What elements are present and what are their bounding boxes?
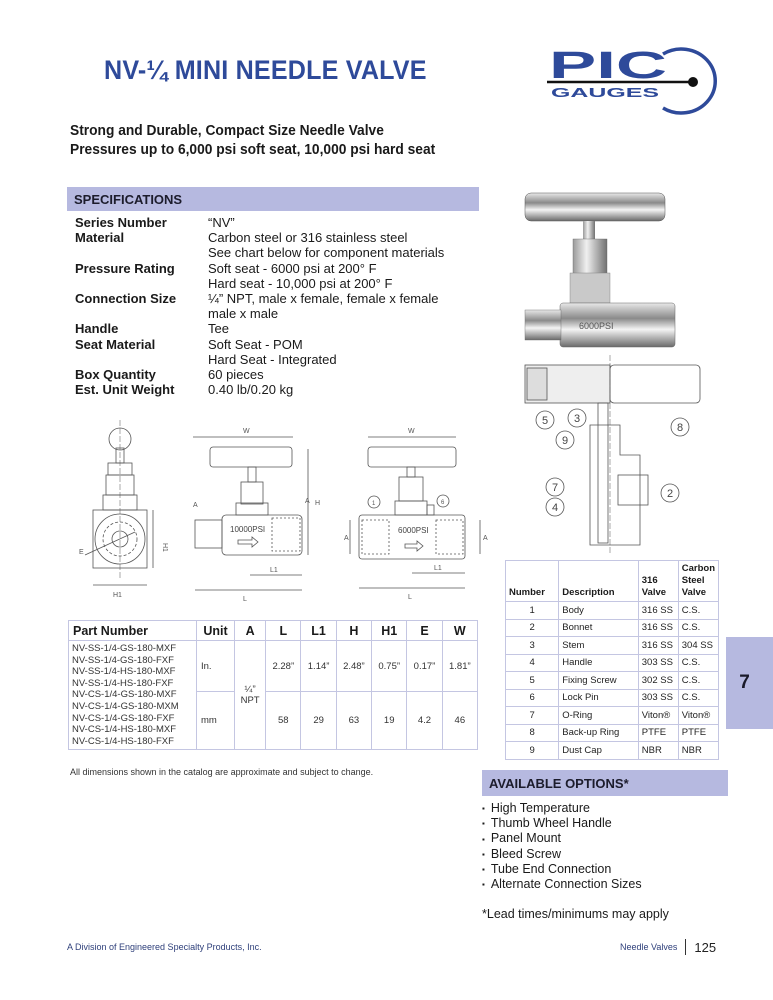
material-cell-cs: PTFE [678, 724, 718, 742]
material-cell-desc: Fixing Screw [559, 672, 639, 690]
spec-value [208, 291, 488, 321]
materials-table [505, 560, 719, 760]
dim-cell: 2.28” [266, 641, 301, 692]
spec-value [208, 215, 488, 230]
dim-label-a-1: A [193, 502, 198, 509]
option-item: ▪ Panel Mount [482, 831, 642, 846]
end-view-drawing [85, 420, 153, 585]
dim-cell: 63 [336, 692, 371, 750]
material-cell-num: 5 [506, 672, 559, 690]
spec-value [208, 337, 488, 367]
photo-handle [525, 193, 665, 221]
lead-time-footnote: *Lead times/minimums may apply [482, 907, 669, 921]
material-row [506, 654, 719, 672]
dim-label-w-1: W [243, 428, 250, 435]
column-header: H1 [372, 621, 407, 641]
material-cell-ss: Viton® [638, 707, 678, 725]
spec-value-line: Soft seat - 6000 psi at 200° F [208, 260, 377, 276]
material-cell-desc: Dust Cap [559, 742, 639, 760]
specifications-list [75, 215, 488, 397]
spec-value-line: “NV” [208, 215, 235, 230]
spec-row [75, 230, 488, 260]
callout-number: 7 [551, 482, 559, 494]
spec-value-line: See chart below for component materials [208, 245, 445, 261]
a-cell [235, 641, 266, 750]
subtitle-line-2: Pressures up to 6,000 psi soft seat, 10,000 psi hard seat [70, 142, 436, 158]
dim-cell: 46 [442, 692, 477, 750]
dimension-drawings [65, 415, 495, 610]
footer-company: A Division of Engineered Specialty Products, Inc. [67, 942, 262, 952]
column-header: Unit [197, 621, 235, 641]
dim-cell: 0.75” [372, 641, 407, 692]
material-row [506, 637, 719, 655]
material-cell-cs: NBR [678, 742, 718, 760]
column-header: A [235, 621, 266, 641]
dim-label-h1-side: H1 [161, 543, 168, 552]
material-row [506, 707, 719, 725]
column-header: H [336, 621, 371, 641]
material-cell-num: 6 [506, 689, 559, 707]
stamp-6000psi: 6000PSI [398, 526, 429, 535]
dim-label-l1-2: L1 [434, 565, 442, 572]
spec-label: Seat Material [75, 336, 156, 352]
dim-cell: 29 [301, 692, 336, 750]
part-number: NV-SS-1/4-HS-180-MXF [72, 666, 176, 678]
column-header: 316 Valve [638, 561, 678, 602]
callout-number: 8 [676, 422, 684, 434]
dim-cell: 19 [372, 692, 407, 750]
material-cell-num: 1 [506, 602, 559, 620]
dim-cell: 1.81” [442, 641, 477, 692]
spec-value-line: male x male [208, 306, 279, 322]
material-row [506, 602, 719, 620]
material-cell-num: 4 [506, 654, 559, 672]
spec-label: Est. Unit Weight [75, 382, 175, 398]
spec-value [208, 367, 488, 382]
stamp-10000psi: 10000PSI [230, 525, 266, 534]
part-number: NV-SS-1/4-GS-180-MXF [72, 643, 176, 654]
dim-label-l-1: L [243, 596, 247, 603]
spec-value-line: 0.40 lb/0.20 kg [208, 382, 294, 398]
photo-stamp: 6000PSI [579, 321, 614, 331]
material-cell-num: 3 [506, 637, 559, 655]
parts-dimension-table [68, 620, 478, 750]
material-cell-desc: Body [559, 602, 639, 620]
material-cell-desc: Stem [559, 637, 639, 655]
material-cell-cs: 304 SS [678, 637, 718, 655]
sectional-drawing [510, 355, 710, 555]
option-item: ▪ High Temperature [482, 801, 642, 816]
spec-value [208, 321, 488, 336]
unit-cell: In. [197, 641, 235, 692]
material-cell-cs: C.S. [678, 689, 718, 707]
column-header: Description [559, 561, 639, 602]
callout-1: 1 [372, 501, 376, 507]
page-title: NV-¼ MINI NEEDLE VALVE [104, 55, 427, 85]
part-number: NV-CS-1/4-HS-180-MXF [72, 724, 176, 736]
material-cell-desc: Lock Pin [559, 689, 639, 707]
option-item: ▪ Bleed Screw [482, 847, 642, 862]
dim-cell: 0.17” [407, 641, 442, 692]
spec-row [75, 367, 488, 382]
spec-value-line: Hard Seat - Integrated [208, 351, 337, 367]
spec-value-line: Soft Seat - POM [208, 336, 303, 352]
dim-cell: 1.14” [301, 641, 336, 692]
option-item: ▪ Thumb Wheel Handle [482, 816, 642, 831]
material-cell-desc: O-Ring [559, 707, 639, 725]
callout-number: 5 [541, 415, 549, 427]
material-cell-cs: Viton® [678, 707, 718, 725]
option-item: ▪ Tube End Connection [482, 862, 642, 877]
dim-cell: 2.48” [336, 641, 371, 692]
spec-label: Material [75, 230, 125, 246]
subtitle-line-1: Strong and Durable, Compact Size Needle Valve [70, 123, 384, 139]
spec-label: Box Quantity [75, 367, 156, 383]
column-header: Carbon Steel Valve [678, 561, 718, 602]
spec-value-line: ¼” NPT, male x female, female x female [208, 291, 439, 307]
options-list [482, 801, 642, 892]
callout-number: 9 [561, 435, 569, 447]
material-cell-cs: C.S. [678, 619, 718, 637]
column-header: W [442, 621, 477, 641]
material-cell-desc: Back-up Ring [559, 724, 639, 742]
spec-value [208, 382, 488, 397]
part-number: NV-SS-1/4-GS-180-FXF [72, 654, 174, 666]
dim-label-h: H [315, 500, 321, 507]
unit-cell: mm [197, 692, 235, 750]
photo-nut [570, 273, 610, 303]
material-cell-num: 2 [506, 619, 559, 637]
material-cell-ss: 316 SS [638, 619, 678, 637]
spec-row [75, 215, 488, 230]
subtitle [70, 122, 435, 160]
material-cell-cs: C.S. [678, 654, 718, 672]
material-row [506, 724, 719, 742]
material-cell-num: 9 [506, 742, 559, 760]
material-cell-ss: 316 SS [638, 637, 678, 655]
pic-gauges-logo [545, 44, 730, 116]
logo-gauges-text: GAUGES [551, 85, 660, 100]
material-cell-ss: PTFE [638, 724, 678, 742]
callout-number: 3 [573, 413, 581, 425]
spec-value [208, 261, 488, 291]
part-number: NV-CS-1/4-GS-180-MXF [72, 689, 177, 701]
spec-value [208, 230, 488, 260]
spec-value-line: Carbon steel or 316 stainless steel [208, 230, 408, 246]
material-row [506, 619, 719, 637]
section-tab[interactable]: 7 [726, 637, 773, 729]
callout-6: 6 [441, 500, 445, 506]
material-cell-desc: Bonnet [559, 619, 639, 637]
logo-needle-dot [688, 77, 698, 87]
dim-label-l1-1: L1 [270, 567, 278, 574]
part-number: NV-SS-1/4-HS-180-FXF [72, 677, 174, 689]
option-item: ▪ Alternate Connection Sizes [482, 877, 642, 892]
dimensions-disclaimer: All dimensions shown in the catalog are approximate and subject to change. [70, 767, 374, 777]
photo-body [560, 303, 675, 347]
callout-number: 4 [551, 502, 559, 514]
logo-pic-text: PIC [549, 45, 667, 87]
material-cell-cs: C.S. [678, 672, 718, 690]
column-header: Number [506, 561, 559, 602]
photo-bonnet [573, 239, 607, 275]
dim-label-a-2: A [305, 498, 310, 505]
footer-page-info [620, 939, 716, 955]
photo-male-thread [525, 310, 561, 340]
footer-section: Needle Valves [620, 942, 678, 952]
spec-label: Handle [75, 321, 119, 337]
spec-row [75, 291, 488, 321]
dim-cell: 58 [266, 692, 301, 750]
page-number: 125 [694, 939, 717, 955]
part-number: NV-CS-1/4-GS-180-MXM [72, 700, 179, 712]
part-number: NV-CS-1/4-GS-180-FXF [72, 712, 175, 724]
footer-divider [685, 939, 686, 955]
material-cell-num: 8 [506, 724, 559, 742]
material-cell-cs: C.S. [678, 602, 718, 620]
dim-label-w-2: W [408, 428, 415, 435]
spec-label: Series Number [75, 215, 167, 230]
a-value-line2: NPT [240, 695, 260, 707]
material-cell-ss: 316 SS [638, 602, 678, 620]
dim-label-a-3: A [344, 535, 349, 542]
material-row [506, 742, 719, 760]
material-cell-num: 7 [506, 707, 559, 725]
spec-label: Connection Size [75, 291, 177, 307]
product-photo [515, 185, 705, 355]
spec-row [75, 382, 488, 397]
column-header: E [407, 621, 442, 641]
column-header: L1 [301, 621, 336, 641]
side-view-hard-seat-drawing [193, 437, 308, 590]
material-row [506, 689, 719, 707]
material-cell-ss: NBR [638, 742, 678, 760]
spec-value-line: 60 pieces [208, 367, 264, 383]
callout-number: 2 [666, 488, 674, 500]
available-options-heading: AVAILABLE OPTIONS* [482, 770, 728, 796]
spec-row [75, 261, 488, 291]
dim-label-e: E [79, 549, 84, 556]
part-number-list [69, 641, 197, 750]
dim-label-a-4: A [483, 535, 488, 542]
column-header: Part Number [69, 621, 197, 641]
spec-row [75, 321, 488, 336]
material-cell-ss: 303 SS [638, 654, 678, 672]
column-header: L [266, 621, 301, 641]
material-cell-ss: 303 SS [638, 689, 678, 707]
dim-label-l-2: L [408, 594, 412, 601]
photo-stem [583, 221, 595, 241]
dim-label-h1-bottom: H1 [113, 592, 122, 599]
dim-cell: 4.2 [407, 692, 442, 750]
spec-value-line: Tee [208, 321, 229, 337]
side-view-soft-seat-drawing [350, 437, 480, 588]
material-row [506, 672, 719, 690]
material-cell-ss: 302 SS [638, 672, 678, 690]
a-value-line1: ¼” [244, 684, 256, 696]
specifications-heading: SPECIFICATIONS [67, 187, 479, 211]
material-cell-desc: Handle [559, 654, 639, 672]
spec-value-line: Hard seat - 10,000 psi at 200° F [208, 275, 393, 291]
spec-label: Pressure Rating [75, 260, 175, 276]
spec-row [75, 337, 488, 367]
part-number: NV-CS-1/4-HS-180-FXF [72, 735, 174, 747]
